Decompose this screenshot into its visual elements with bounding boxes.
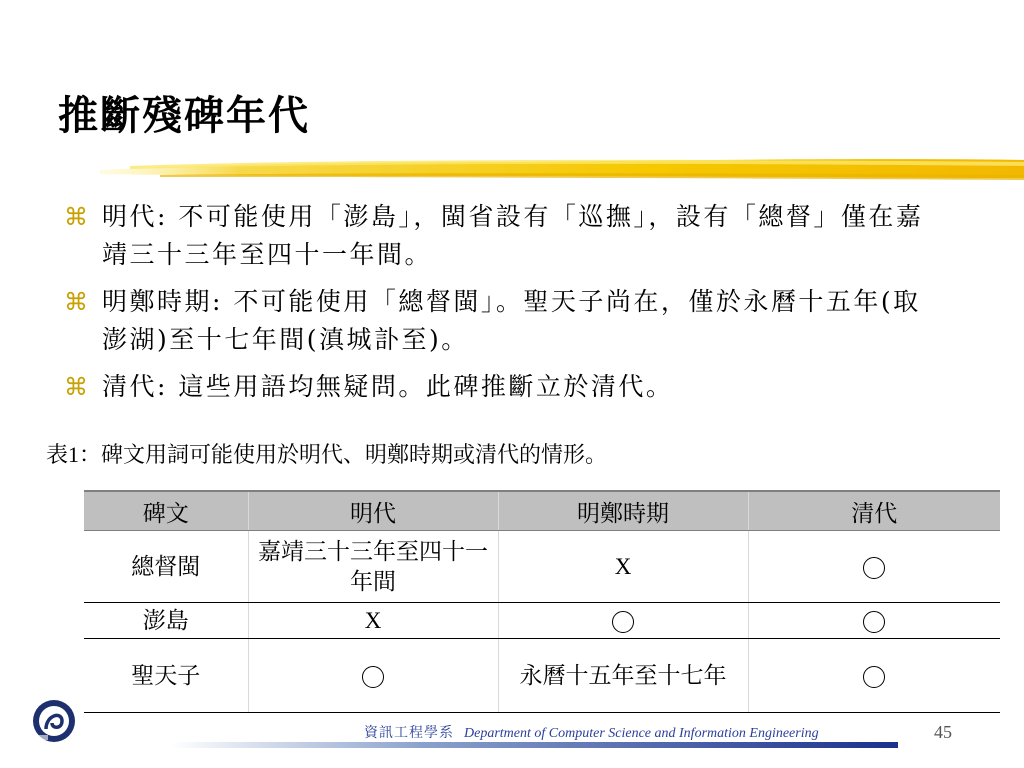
table-cell [748, 603, 1000, 639]
command-key-icon: ⌘ [64, 288, 88, 316]
table-header-row [84, 491, 1000, 531]
table-cell: 永曆十五年至十七年 [498, 639, 748, 713]
university-logo-icon [32, 699, 76, 743]
footer-dept-en: Department of Computer Science and Information Engineering [464, 726, 819, 741]
circle-mark [863, 557, 885, 579]
page-number: 45 [934, 722, 952, 742]
table-row [84, 531, 1000, 603]
table-caption: 表1：碑文用詞可能使用於明代、明鄭時期或清代的情形。 [46, 442, 608, 467]
table-cell [748, 531, 1000, 603]
table-cell: X [498, 531, 748, 603]
table-cell: 澎島 [84, 603, 248, 639]
table-cell: X [248, 603, 498, 639]
header-qing: 清代 [748, 491, 1000, 531]
slide-title: 推斷殘碑年代 [58, 93, 310, 139]
circle-mark [863, 666, 885, 688]
table-cell [248, 639, 498, 713]
table-cell [748, 639, 1000, 713]
bullet-list [62, 198, 962, 415]
footer-gradient-bar [170, 742, 898, 748]
bullet-item [62, 198, 962, 274]
table-cell: 嘉靖三十三年至四十一年間 [248, 531, 498, 603]
circle-mark [612, 611, 634, 633]
table-cell: 總督閩 [84, 531, 248, 603]
table-row [84, 639, 1000, 713]
footer-department [364, 722, 819, 742]
command-key-icon: ⌘ [64, 203, 88, 231]
command-key-icon: ⌘ [64, 373, 88, 401]
inscription-table [84, 490, 1000, 713]
header-ming-zheng: 明鄭時期 [498, 491, 748, 531]
header-ming: 明代 [248, 491, 498, 531]
bullet-text: 清代: 這些用語均無疑問。此碑推斷立於清代。 [102, 372, 674, 401]
table-row [84, 603, 1000, 639]
header-inscription: 碑文 [84, 491, 248, 531]
yellow-brush-stroke [100, 148, 1024, 190]
bullet-item [62, 368, 962, 406]
bullet-text: 明鄭時期: 不可能使用「總督閩」。聖天子尚在，僅於永曆十五年(取澎湖)至十七年間(滇城訃至)。 [102, 287, 921, 354]
table-cell: 聖天子 [84, 639, 248, 713]
circle-mark [362, 666, 384, 688]
circle-mark [863, 611, 885, 633]
footer-dept-cn: 資訊工程學系 [364, 725, 454, 741]
bullet-text: 明代: 不可能使用「澎島」，閩省設有「巡撫」，設有「總督」僅在嘉靖三十三年至四十一年間。 [102, 202, 924, 269]
bullet-item [62, 283, 962, 359]
table-cell [498, 603, 748, 639]
